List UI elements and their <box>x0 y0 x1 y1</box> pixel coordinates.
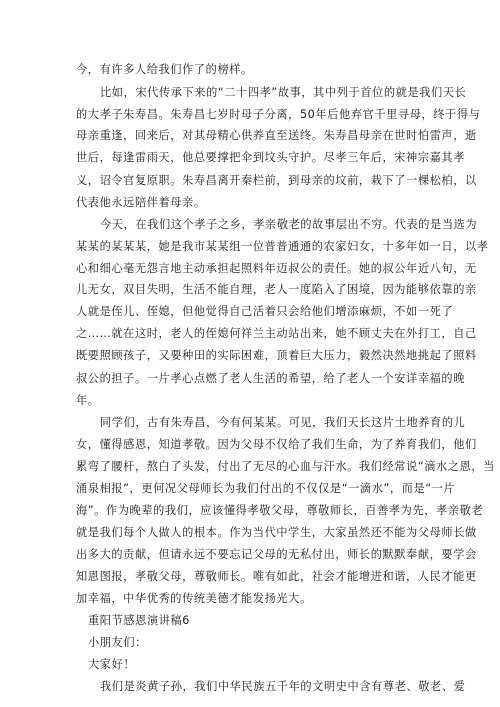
body-text-line: 女，懂得感恩，知道孝敬。因为父母不仅给了我们生命，为了养育我们，他们 <box>76 438 477 451</box>
body-text-line: 今天，在我们这个孝子之乡，孝亲敬老的故事层出不穷。代表的是当选为 <box>100 218 478 231</box>
body-text-line: 代表他永远陪伴着母亲。 <box>76 196 206 209</box>
body-text-line: 儿无女，双目失明，生活不能自理，老人一度陷入了困境，因为能够依靠的亲 <box>76 283 477 296</box>
body-text-line: 比如，宋代传承下来的“二十四孝”故事，其中列于首位的就是我们天长 <box>100 86 467 99</box>
body-text-line: 就是我们每个人做人的根本。作为当代中学生，大家虽然还不能为父母师长做 <box>76 526 477 539</box>
body-text-line: 心和细心毫无怨言地主动承担起照料年迈叔公的责任。她的叔公年近八旬，无 <box>76 262 477 275</box>
body-text-line: 同学们，古有朱寿昌，今有何某某。可见，我们天长这片土地养育的儿 <box>100 416 466 429</box>
body-text-line: 某某的某某某，她是我市某某组一位普普通通的农家妇女，十多年如一日，以孝 <box>76 240 489 253</box>
body-text-line: 我们是炎黄子孙，我们中华民族五千年的文明史中含有尊老、敬老、爱 <box>100 680 466 693</box>
body-text-line: 世后，每逢雷雨天，他总要撑把伞到坟头守护。尽孝三年后，宋神宗嘉其孝 <box>76 151 465 164</box>
body-text-line: 重阳节感恩演讲稿6 <box>88 614 191 627</box>
body-text-line: 大家好！ <box>88 658 136 671</box>
body-text-line: 义，诏令官复原职。朱寿昌离开秦栏前，到母亲的坟前，栽下了一棵松柏，以 <box>76 174 477 187</box>
body-text-line: 叔公的担子。一片孝心点燃了老人生活的希望，给了老人一个安详幸福的晚 <box>76 372 465 385</box>
body-text-line: 海”。作为晚辈的我们，应该懂得孝敬父母，尊敬师长，百善孝为先，孝亲敬老 <box>76 504 484 517</box>
body-text-line: 母亲重逢，回来后，对其母精心供养直至送终。朱寿昌母亲在世时怕雷声，逝 <box>76 129 477 142</box>
body-text-line: 人就是侄儿、侄媳，但他觉得自己活着只会给他们增添麻烦，不如一死了 <box>76 305 454 318</box>
body-text-line: 年。 <box>76 394 100 407</box>
body-text-line: 累弯了腰杆，熬白了头发，付出了无尽的心血与汗水。我们经常说“滴水之恩，当 <box>76 460 495 473</box>
body-text-line: 知恩图报，孝敬父母，尊敬师长。唯有如此，社会才能增进和谐，人民才能更 <box>76 570 477 583</box>
body-text-line: 的大孝子朱寿昌。朱寿昌七岁时母子分离，50年后他弃官千里寻母，终于得与 <box>76 108 481 121</box>
body-text-line: 涌泉相报”，更何况父母师长为我们付出的不仅仅是“一滴水”，而是“一片 <box>76 482 456 495</box>
body-text-line: 加幸福，中华优秀的传统美德才能发扬光大。 <box>76 592 312 605</box>
body-text-line: 今，有许多人给我们作了的榜样。 <box>76 63 253 76</box>
body-text-line: 既要照顾孩子，又要种田的实际困难，顶着巨大压力，毅然决然地挑起了照料 <box>76 349 477 362</box>
body-text-line: 之……就在这时，老人的侄媳何祥兰主动站出来，她不顾丈夫在外打工，自己 <box>76 327 477 340</box>
body-text-line: 小朋友们： <box>88 636 147 649</box>
body-text-line: 出多大的贡献，但请永远不要忘记父母的无私付出，师长的默默奉献，要学会 <box>76 548 477 561</box>
